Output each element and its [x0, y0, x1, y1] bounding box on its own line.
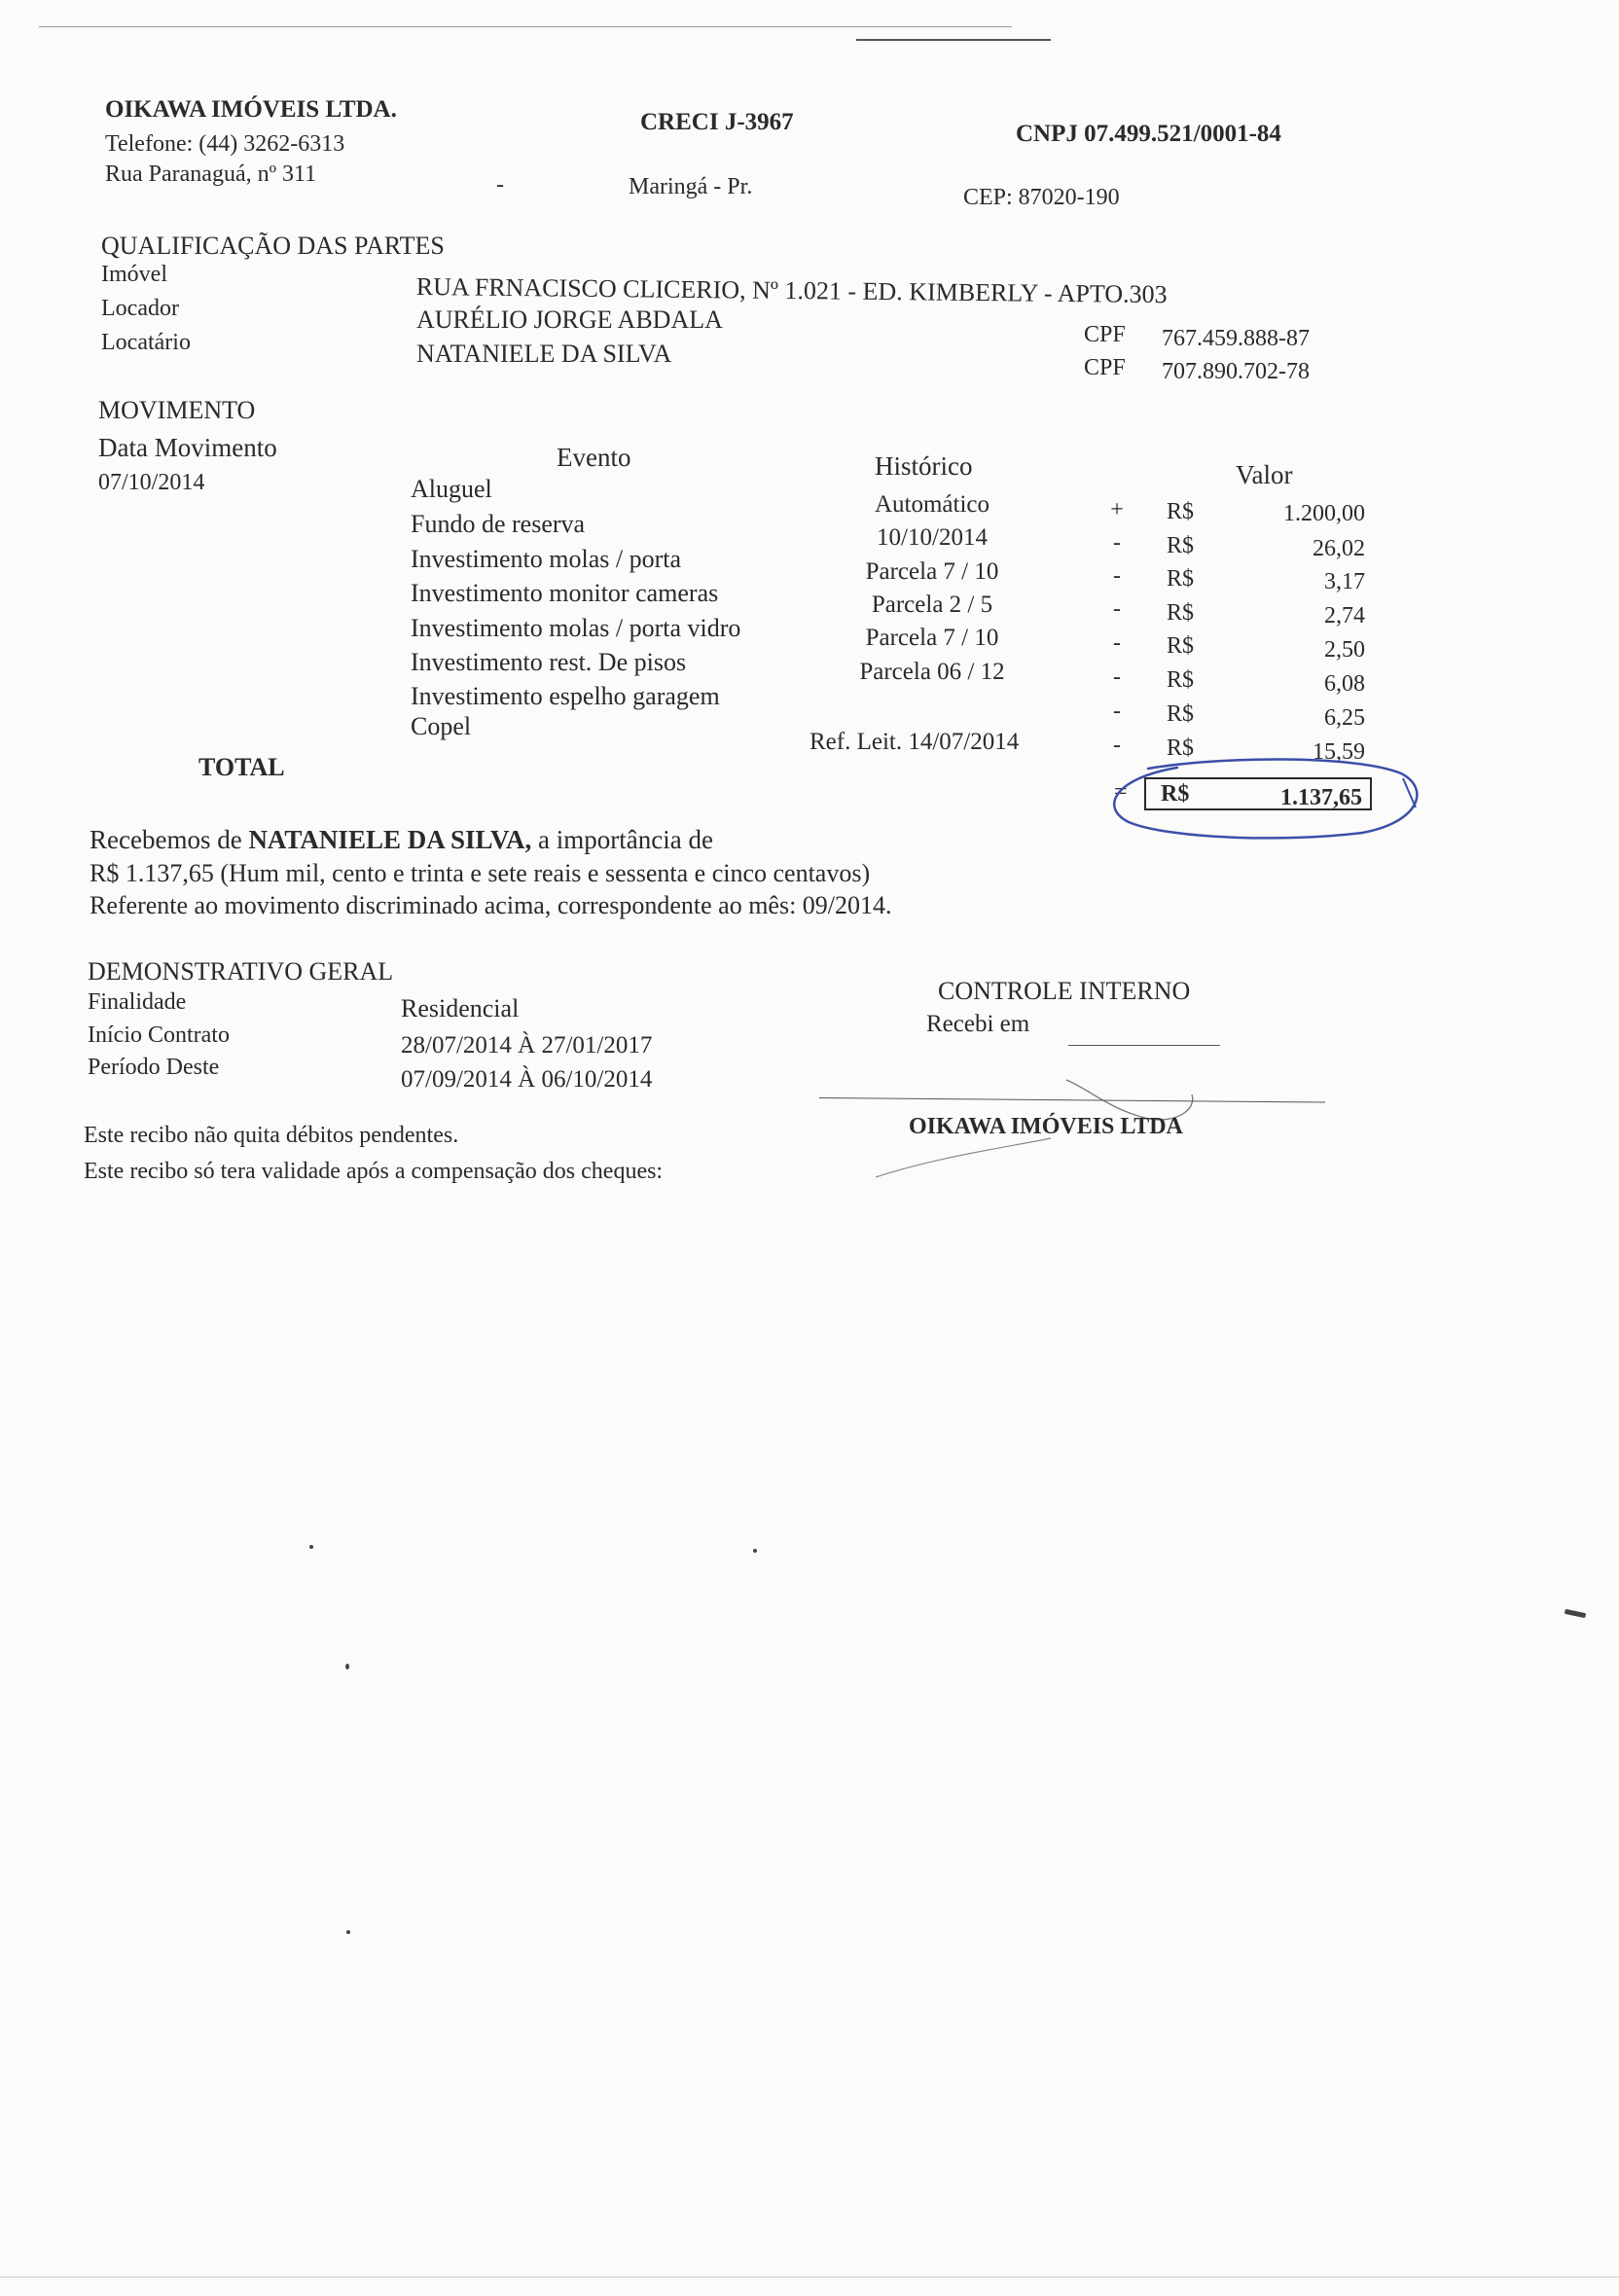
row-valor: 6,08 [1324, 671, 1365, 697]
total-value: 1.137,65 [1280, 785, 1362, 810]
row-historico: Automático [874, 491, 990, 518]
imovel-label: Imóvel [101, 262, 167, 287]
row-historico: Parcela 06 / 12 [859, 659, 1005, 685]
summary-title: DEMONSTRATIVO GERAL [88, 957, 394, 986]
total-currency: R$ [1161, 781, 1190, 807]
scan-speck [753, 1549, 757, 1553]
row-valor: 1.200,00 [1283, 501, 1365, 526]
scan-speck [1565, 1609, 1587, 1618]
row-currency: R$ [1167, 499, 1195, 524]
parties-title: QUALIFICAÇÃO DAS PARTES [101, 232, 445, 260]
inicio-value: 28/07/2014 À 27/01/2017 [401, 1032, 653, 1058]
periodo-label: Período Deste [88, 1055, 220, 1080]
row-sign: - [1113, 630, 1121, 656]
row-sign: - [1113, 733, 1121, 758]
row-currency: R$ [1167, 566, 1195, 592]
row-historico: Parcela 7 / 10 [865, 558, 999, 585]
company-cnpj: CNPJ 07.499.521/0001-84 [1016, 121, 1281, 147]
received-label: Recebi em [926, 1011, 1030, 1037]
company-address: Rua Paranaguá, nº 311 [105, 161, 317, 187]
row-evento: Investimento rest. De pisos [411, 648, 687, 676]
column-header-evento: Evento [557, 443, 631, 472]
scan-speck [345, 1664, 349, 1669]
scan-edge-line [0, 2277, 1619, 2278]
row-sign: + [1110, 497, 1124, 522]
receipt-line-1 [90, 827, 713, 853]
row-evento: Investimento molas / porta vidro [411, 614, 741, 642]
row-sign: - [1113, 699, 1121, 724]
company-city: Maringá - Pr. [629, 174, 753, 199]
row-evento: Investimento monitor cameras [411, 579, 719, 607]
periodo-value: 07/09/2014 À 06/10/2014 [401, 1066, 653, 1093]
receipt-payer-name: NATANIELE DA SILVA, [248, 825, 532, 854]
signature-line [819, 1097, 1325, 1103]
row-currency: R$ [1167, 735, 1195, 761]
locatario-value: NATANIELE DA SILVA [416, 340, 672, 368]
locatario-cpf: 707.890.702-78 [1162, 359, 1310, 384]
row-sign: - [1113, 596, 1121, 622]
scan-speck [346, 1930, 350, 1934]
row-valor: 15,59 [1313, 739, 1365, 765]
row-valor: 6,25 [1324, 705, 1365, 731]
note-cheque-clearance: Este recibo só tera validade após a compensação dos cheques: [84, 1159, 664, 1184]
inicio-label: Início Contrato [88, 1022, 230, 1048]
total-equals: = [1114, 779, 1128, 805]
receipt-line-3: Referente ao movimento discriminado acima, correspondente ao mês: 09/2014. [90, 891, 892, 919]
row-valor: 3,17 [1324, 569, 1365, 594]
row-historico: 10/10/2014 [877, 524, 988, 551]
row-historico: Ref. Leit. 14/07/2014 [810, 729, 1020, 755]
row-valor: 2,74 [1324, 603, 1365, 628]
row-sign: - [1113, 563, 1121, 589]
row-currency: R$ [1167, 701, 1195, 727]
control-title: CONTROLE INTERNO [938, 977, 1191, 1005]
row-evento: Fundo de reserva [411, 510, 586, 538]
note-pending-debts: Este recibo não quita débitos pendentes. [84, 1123, 459, 1148]
receipt-prefix: Recebemos de [90, 825, 249, 854]
row-evento: Investimento espelho garagem [411, 682, 720, 710]
locatario-cpf-label: CPF [1084, 355, 1126, 380]
total-label: TOTAL [198, 753, 285, 781]
finalidade-value: Residencial [401, 994, 520, 1022]
imovel-value: RUA FRNACISCO CLICERIO, Nº 1.021 - ED. KIMBERLY - APTO.303 [415, 272, 1168, 309]
row-currency: R$ [1167, 633, 1195, 659]
row-currency: R$ [1167, 667, 1195, 693]
row-evento: Investimento molas / porta [411, 545, 682, 573]
row-evento: Copel [411, 712, 472, 740]
locador-cpf-label: CPF [1084, 322, 1126, 347]
row-historico: Parcela 7 / 10 [865, 625, 999, 651]
movement-date-label: Data Movimento [98, 433, 277, 462]
movement-date-value: 07/10/2014 [98, 470, 205, 495]
finalidade-label: Finalidade [88, 989, 187, 1015]
row-currency: R$ [1167, 533, 1195, 558]
scan-speck [309, 1545, 313, 1549]
locador-label: Locador [101, 296, 179, 321]
scan-edge-line [39, 26, 1012, 27]
locador-cpf: 767.459.888-87 [1162, 326, 1310, 351]
receipt-suffix: a importância de [531, 825, 713, 854]
locador-value: AURÉLIO JORGE ABDALA [416, 305, 723, 334]
row-valor: 26,02 [1313, 536, 1365, 561]
row-historico: Parcela 2 / 5 [871, 592, 993, 618]
row-currency: R$ [1167, 600, 1195, 626]
company-phone: Telefone: (44) 3262-6313 [105, 131, 345, 157]
row-sign: - [1113, 530, 1121, 556]
movement-title: MOVIMENTO [98, 396, 256, 424]
signature-company-name: OIKAWA IMÓVEIS LTDA [909, 1114, 1183, 1139]
column-header-valor: Valor [1236, 460, 1293, 489]
company-creci: CRECI J-3967 [640, 109, 794, 135]
company-name: OIKAWA IMÓVEIS LTDA. [105, 96, 397, 123]
row-sign: - [1113, 664, 1121, 690]
scan-edge-line [856, 39, 1051, 41]
row-evento: Aluguel [411, 475, 492, 503]
row-valor: 2,50 [1324, 637, 1365, 663]
column-header-historico: Histórico [875, 451, 973, 481]
received-date-line [1068, 1045, 1220, 1046]
company-cep: CEP: 87020-190 [963, 185, 1120, 210]
header-dash: - [496, 172, 504, 197]
locatario-label: Locatário [101, 330, 191, 355]
receipt-line-2: R$ 1.137,65 (Hum mil, cento e trinta e sete reais e sessenta e cinco centavos) [90, 859, 871, 887]
